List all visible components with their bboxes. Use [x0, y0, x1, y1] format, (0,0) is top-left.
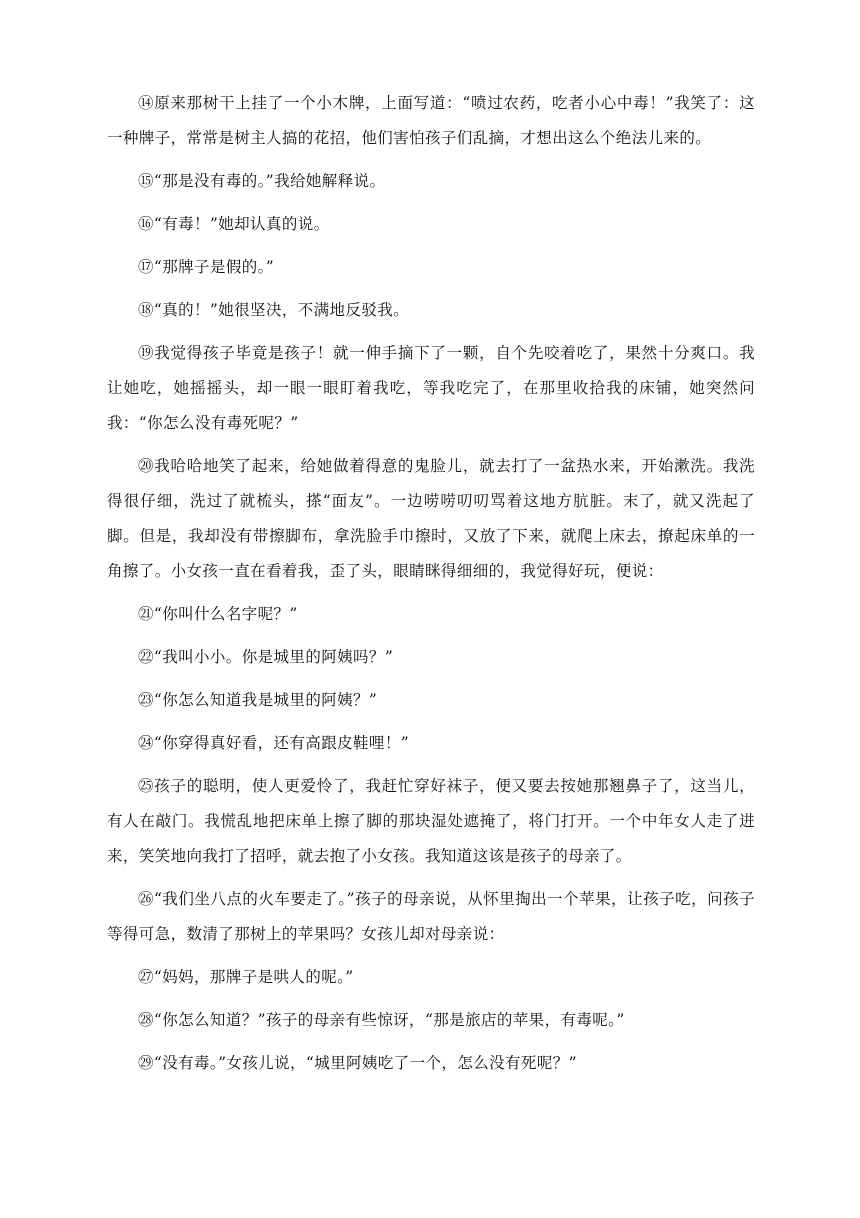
paragraph-number: ⑰: [138, 258, 154, 276]
paragraph-22: [107, 640, 755, 675]
paragraph-text: “有毒！”她却认真的说。: [153, 215, 330, 233]
paragraph-number: ㉓: [138, 691, 154, 709]
paragraph-number: ⑱: [138, 301, 154, 319]
paragraph-number: ㉕: [138, 777, 155, 795]
paragraph-27: [107, 960, 755, 995]
paragraph-21: [107, 597, 755, 632]
paragraph-number: ⑳: [138, 457, 155, 475]
paragraph-text: “那是没有毒的。”我给她解释说。: [153, 172, 386, 190]
paragraph-text: “你怎么知道？”孩子的母亲有些惊讶，“那是旅店的苹果，有毒呢。”: [153, 1011, 625, 1029]
paragraph-number: ⑮: [138, 172, 154, 190]
paragraph-text: “妈妈，那牌子是哄人的呢。”: [153, 968, 354, 986]
paragraph-number: ㉖: [138, 890, 154, 908]
paragraph-number: ㉒: [138, 648, 154, 666]
paragraph-text: 我哈哈地笑了起来，给她做着得意的鬼脸儿，就去打了一盆热水来，开始漱洗。我洗得很仔细，洗过了就梳头，搽“面友”。一边唠唠叨叨骂着这地方肮脏。末了，就又洗起了脚。但是，我却没有带擦脚布，拿洗脸手巾擦时，又放了下来，就爬上床去，撩起床单的一角擦了。小女孩一直在看着我，歪了头，眼睛眯得细细的，我觉得好玩，便说：: [107, 457, 755, 580]
paragraph-number: ⑭: [138, 94, 155, 112]
paragraph-23: [107, 683, 755, 718]
paragraph-text: “那牌子是假的。”: [153, 258, 275, 276]
paragraph-19: [107, 336, 755, 441]
document-page: [107, 86, 755, 1089]
paragraph-text: 孩子的聪明，使人更爱怜了，我赶忙穿好袜子，便又要去按她那翘鼻子了，这当儿，有人在敲门。我慌乱地把床单上擦了脚的那块湿处遮掩了，将门打开。一个中年女人走了进来，笑笑地向我打了招呼，就去抱了小女孩。我知道这该是孩子的母亲了。: [107, 777, 755, 865]
paragraph-number: ㉑: [138, 605, 154, 623]
paragraph-28: [107, 1003, 755, 1038]
paragraph-text: “我们坐八点的火车要走了。”孩子的母亲说，从怀里掏出一个苹果，让孩子吃，问孩子等得可急，数清了那树上的苹果吗？女孩儿却对母亲说：: [107, 890, 755, 943]
paragraph-text: “你叫什么名字呢？”: [153, 605, 298, 623]
paragraph-text: “真的！”她很坚决，不满地反驳我。: [153, 301, 410, 319]
paragraph-number: ㉙: [138, 1054, 154, 1072]
paragraph-text: 我觉得孩子毕竟是孩子！就一伸手摘下了一颗，自个先咬着吃了，果然十分爽口。我让她吃，她摇摇头，却一眼一眼盯着我吃，等我吃完了，在那里收拾我的床铺，她突然问我：“你怎么没有毒死呢？”: [107, 344, 755, 432]
paragraph-24: [107, 726, 755, 761]
paragraph-29: [107, 1046, 755, 1081]
paragraph-number: ㉔: [138, 734, 154, 752]
paragraph-number: ㉘: [138, 1011, 154, 1029]
paragraph-text: “你穿得真好看，还有高跟皮鞋哩！”: [153, 734, 410, 752]
paragraph-18: [107, 293, 755, 328]
paragraph-number: ㉗: [138, 968, 154, 986]
paragraph-26: [107, 882, 755, 952]
paragraph-number: ⑯: [138, 215, 154, 233]
paragraph-text: “我叫小小。你是城里的阿姨吗？”: [153, 648, 394, 666]
paragraph-20: [107, 449, 755, 589]
paragraph-text: “没有毒。”女孩儿说，“城里阿姨吃了一个，怎么没有死呢？”: [153, 1054, 577, 1072]
paragraph-14: [107, 86, 755, 156]
paragraph-text: “你怎么知道我是城里的阿姨？”: [153, 691, 378, 709]
paragraph-16: [107, 207, 755, 242]
paragraph-25: [107, 769, 755, 874]
paragraph-17: [107, 250, 755, 285]
paragraph-number: ⑲: [138, 344, 155, 362]
paragraph-15: [107, 164, 755, 199]
paragraph-text: 原来那树干上挂了一个小木牌，上面写道：“喷过农药，吃者小心中毒！”我笑了：这一种牌子，常常是树主人搞的花招，他们害怕孩子们乱摘，才想出这么个绝法儿来的。: [107, 94, 755, 147]
